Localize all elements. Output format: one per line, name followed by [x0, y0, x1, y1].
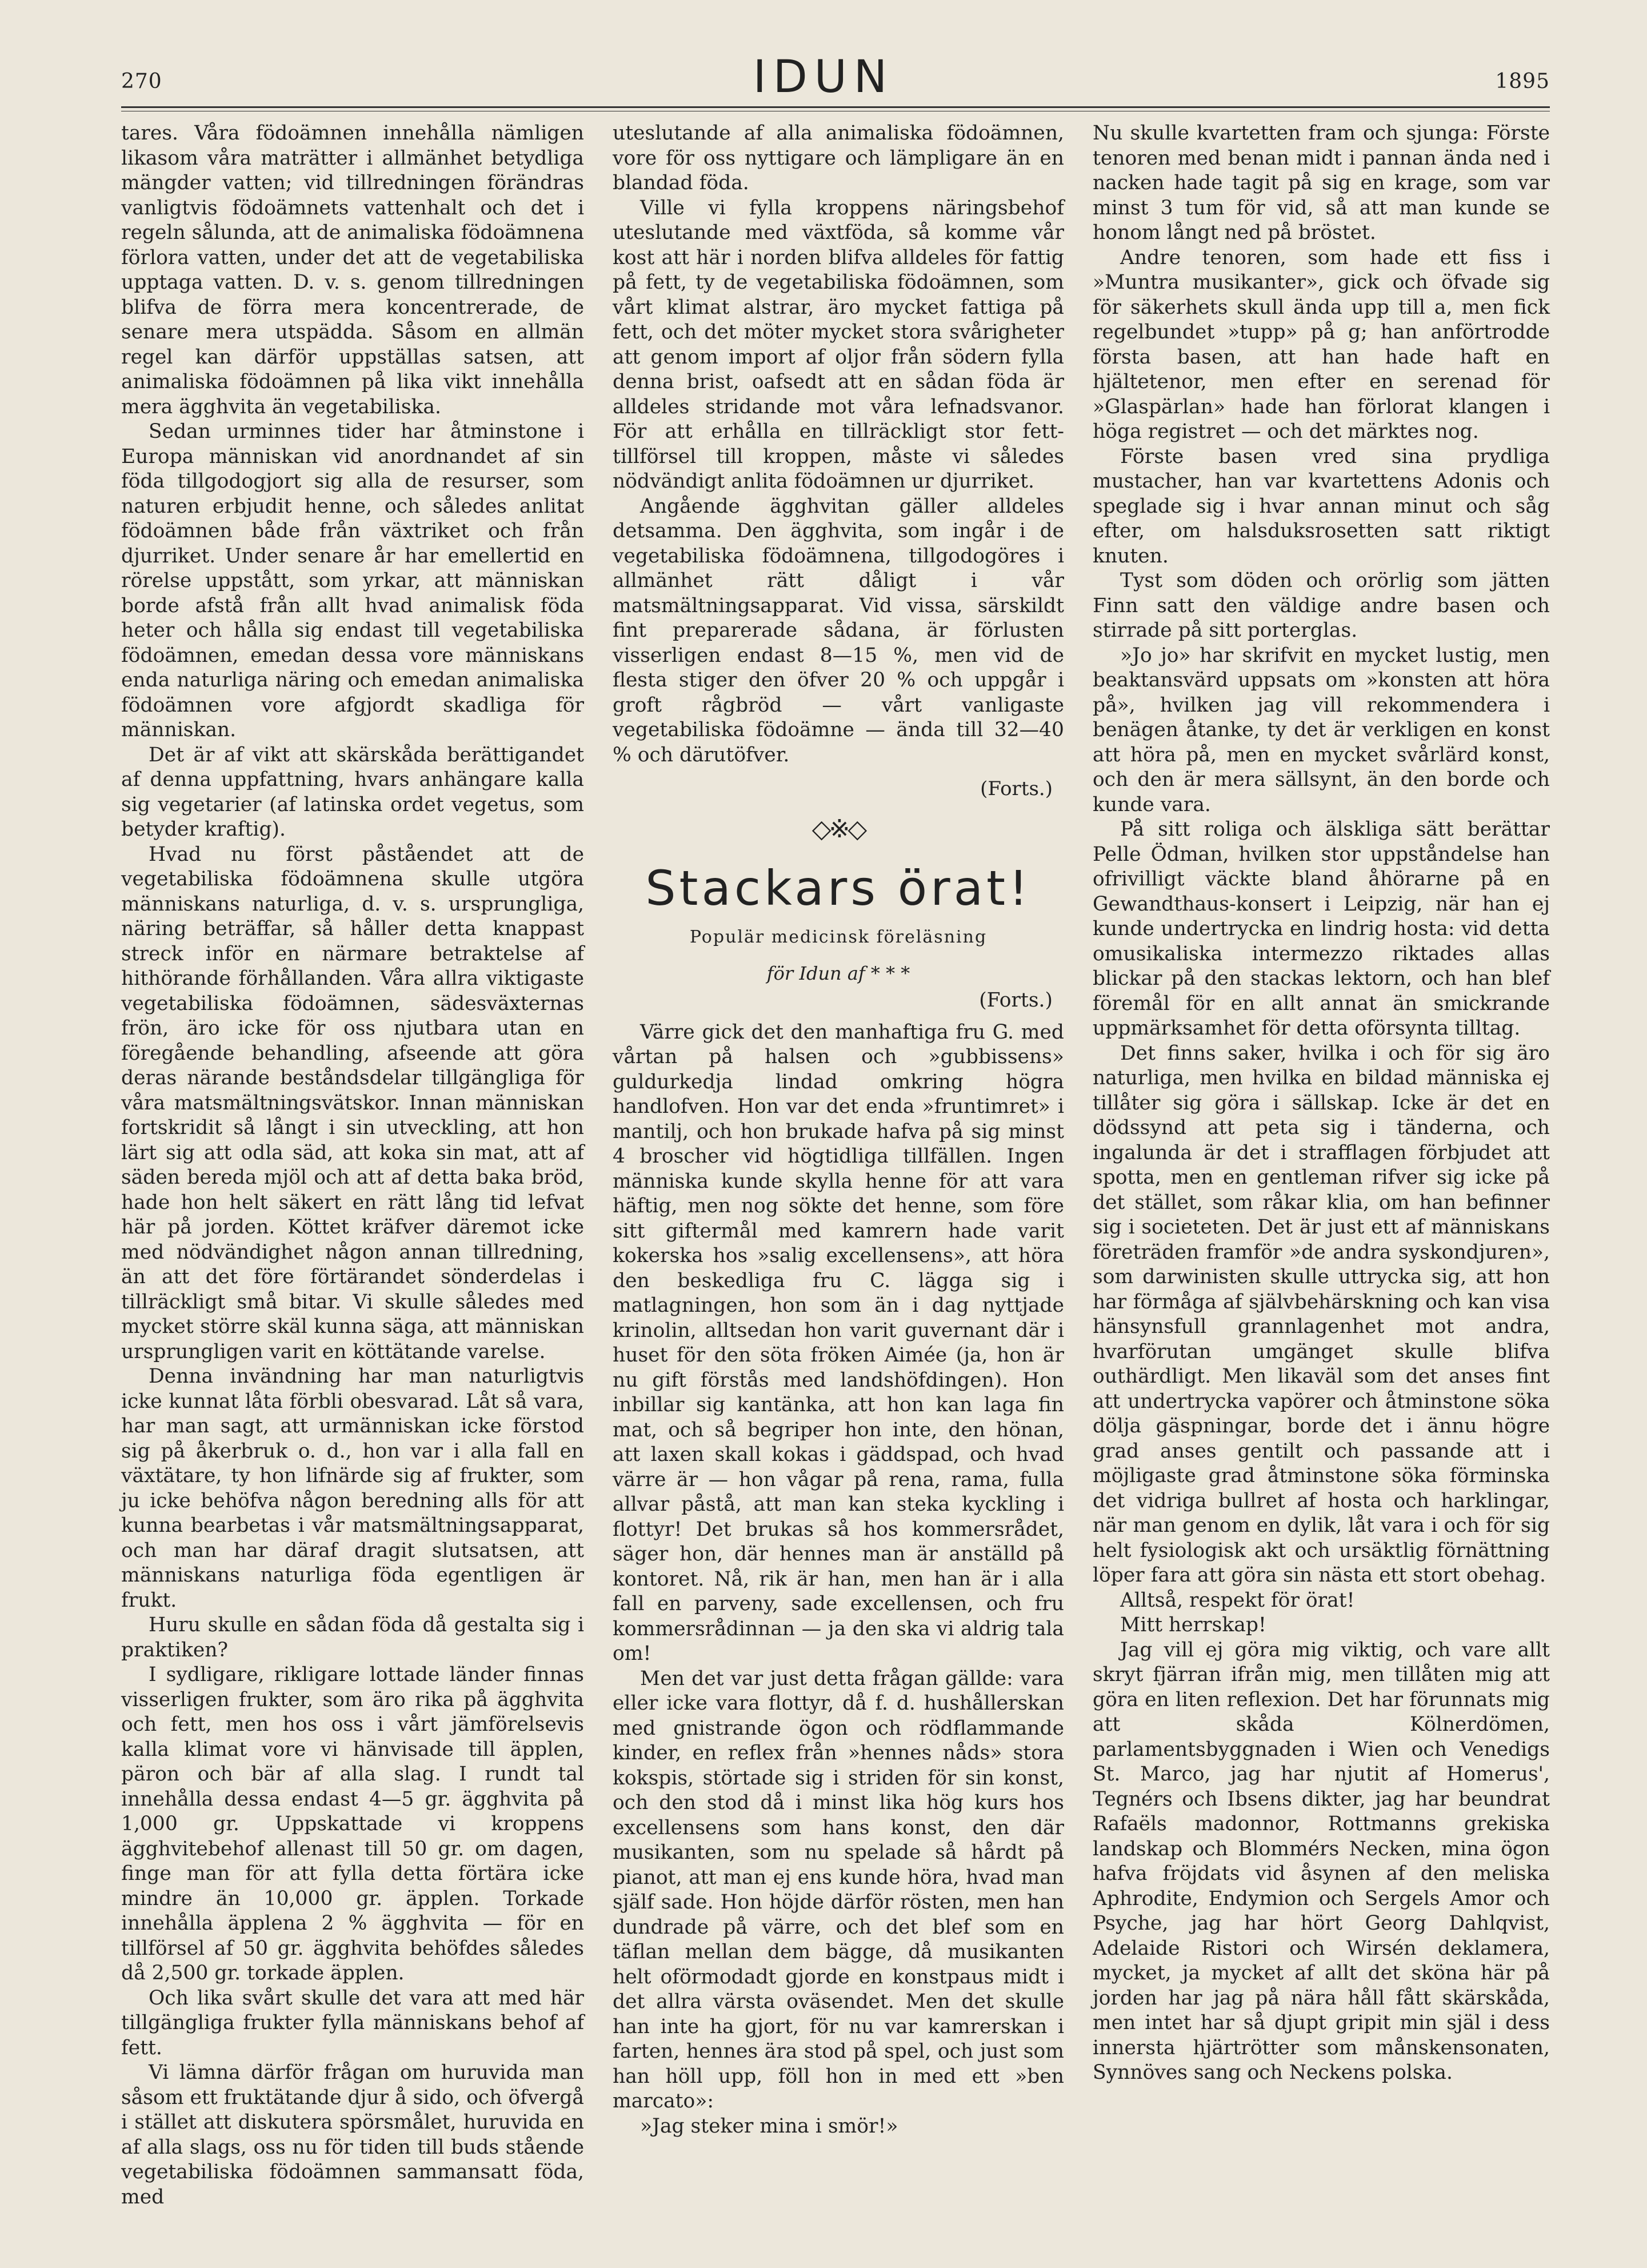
paragraph: Jag vill ej göra mig viktig, och vare allt skryt fjärran ifrån mig, men tillåten mig att göra en liten reflexion. Det har förunnats mig att skåda Kölnerdömen, parlamentsbyggnaden i Wien och Venedigs St. Marco, jag har njutit af Homerus', Tegnérs och Ibsens dikter, jag har beundrat Rafaëls madonnor, Rottmanns grekiska landskap och Blommérs Necken, mina ögon hafva fröjdats vid åsynen af den meliska Aphrodite, Endymion och Sergels Amor och Psyche, jag har hört Georg Dahlqvist, Adelaide Ristori och Wirsén deklamera, mycket, ja mycket af allt det sköna här på jorden har jag på nära håll fått skärskåda, men intet har så djupt gripit min själ i dess innersta hjärtrötter som månskensonaten, Synnöves sang och Neckens polska.	[1093, 1638, 1550, 2084]
article-byline: för Idun af * * *	[766, 962, 910, 984]
paragraph: Huru skulle en sådan föda då gestalta sig i praktiken?	[121, 1614, 584, 1662]
paragraph: uteslutande af alla animaliska födoämnen, vore för oss nyttigare och lämpligare än en blandad föda.	[613, 122, 1064, 194]
column-2	[613, 121, 1064, 2139]
paragraph: På sitt roliga och älskliga sätt berättar Pelle Ödman, hvilken stor uppståndelse han ofrivilligt väckte bland åhörarne på en Gewandthaus-konsert i Leipzig, när han ej kunde undertrycka en lindrig hosta: vid detta omusikaliska intermezzo riktades allas blickar på den stackas lektorn, och han blef föremål för en allt annat än smickrande uppmärksamhet för detta oförsynta tilltag.	[1093, 818, 1550, 1040]
paragraph: Vi lämna därför frågan om huruvida man såsom ett fruktätande djur å sido, och öfvergå i stället att diskutera spörsmålet, huruvida en af alla slags, oss nu för tiden till buds stående vegetabiliska födoämnen sammansatt föda, med	[121, 2061, 584, 2209]
paragraph: Det finns saker, hvilka i och för sig äro naturliga, men hvilka en bildad människa ej tillåter sig göra i sällskap. Icke är det en dödssynd att peta sig i tänderna, och ingalunda är det i strafflagen förbjudet att spotta, men en gentleman rifver sig icke på det stället, som råkar klia, om han befinner sig i societeten. Det är just ett af människans företräden framför »de andra syskondjuren», som darwinisten skulle uttrycka sig, att hon har förmåga af självbehärskning och kan visa hänsynsfull grannlagenhet mot andra, hvarförutan umgänget skulle blifva outhärdligt. Men likaväl som det anses fint att undertrycka vapörer och åtminstone söka dölja gäspningar, borde det i ännu högre grad anses gentilt och passande att i möjligaste grad åtminstone söka förminska det vidriga bullret af hosta och harklingar, när man genom en dylik, låt vara i och för sig helt fysiologisk akt och ursäktlig förnättning löper fara att göra sin nästa ett stort obehag.	[1093, 1041, 1550, 1587]
issue-year: 1895	[1495, 70, 1550, 93]
paragraph: Mitt herrskap!	[1120, 1614, 1266, 1636]
paragraph: Andre tenoren, som hade ett fiss i »Muntra musikanter», gick och öfvade sig för säkerhets skull ända upp till a, men fick regelbundet »tupp» på g; han anförtrodde första basen, att han hade haft en hjältetenor, men efter en serenad för »Glaspärlan» hade han förlorat klangen i höga registret — och det märktes nog.	[1093, 246, 1550, 443]
paragraph: Angående ägghvitan gäller alldeles detsamma. Den ägghvita, som ingår i de vegetabiliska födoämnena, tillgodogöres i allmänhet rätt dåligt i vår matsmältningsapparat. Vid vissa, särskildt fint preparerade sådana, är förlusten visserligen endast 8—15 %, men vid de flesta stiger den öfver 20 % och uppgår i groft rågbröd — vårt vanligaste vegetabiliska födoämne — ända till 32—40 % och därutöfver.	[613, 494, 1064, 766]
paragraph: Och lika svårt skulle det vara att med här tillgängliga frukter fylla människans behof af fett.	[121, 1986, 584, 2059]
column-3	[1093, 121, 1550, 2086]
paragraph: Alltså, respekt för örat!	[1120, 1588, 1355, 1612]
page-number: 270	[121, 70, 162, 93]
column-1	[121, 121, 584, 2210]
paragraph: Ville vi fylla kroppens näringsbehof uteslutande med växtföda, så komme vår kost att här i norden blifva alldeles för fattig på fett, ty de vegetabiliska födoämnen, som vårt klimat alstrar, äro mycket fattiga på fett, och det möter mycket stora svårigheter att genom import af oljor från södern fylla denna brist, oafsedt att en sådan föda är alldeles stridande mot våra lefnadsvanor. För att erhålla en tillräckligt stor fett-tillförsel till kroppen, måste vi således nödvändigt anlita födoämnen ur djurriket.	[613, 196, 1064, 493]
ornament-divider: ◇※◇	[811, 814, 865, 844]
paragraph: Förste basen vred sina prydliga mustacher, han var kvartettens Adonis och speglade sig i hvar annan minut och såg efter, om halsduksrosetten satt riktigt knuten.	[1093, 445, 1550, 568]
continued-note: (Forts.)	[980, 777, 1053, 800]
paragraph: »Jo jo» har skrifvit en mycket lustig, men beaktansvärd uppsats om »konsten att höra på», hvilken jag vill rekommendera i benägen åtanke, ty det är verkligen en konst att höra på, men en mycket svårlärd konst, och den är mera sällsynt, än den borde och kunde vara.	[1093, 644, 1550, 816]
paragraph: Men det var just detta frågan gällde: vara eller icke vara flottyr, då f. d. hushållerskan med gnistrande ögon och rödflammande kinder, en reflex från »hennes nåds» stora kokspis, störtade sig i striden för sin konst, och den stod då i minst lika hög kurs hos excellensens som hans konst, den där musikanten, som nu spelade så hårdt på pianot, att man ej ens kunde höra, hvad man själf sade. Hon höjde därför rösten, men han dundrade på värre, och det blef som en täflan mellan dem bägge, då musikanten helt oförmodadt gjorde en konstpaus midt i det allra värsta oväsendet. Men det skulle han inte ha gjort, för nu var kamrerskan i farten, hennes ära stod på spel, och just som han höll upp, föll hon in med ett »ben marcato»:	[613, 1667, 1064, 2113]
header-rule	[121, 106, 1550, 108]
paragraph: Nu skulle kvartetten fram och sjunga: Förste tenoren med benan midt i pannan ända ned i nacken hade tagit på sig en krage, som var minst 3 tum för vid, så att man kunde se honom långt ned på bröstet.	[1093, 122, 1550, 244]
article-continued-note: (Forts.)	[979, 989, 1053, 1012]
paragraph: tares. Våra födoämnen innehålla nämligen likasom våra maträtter i allmänhet betydliga mängder vatten; vid tillredningen förändras vanligtvis födoämnets vattenhalt och det i regeln sålunda, att de animaliska födoämnena förlora vatten, under det att de vegetabiliska upptaga vatten. D. v. s. genom tillredningen blifva de förra mera koncentrerade, de senare mera utspädda. Såsom en allmän regel kan därför uppställas satsen, att animaliska födoämnen på lika vikt innehålla mera ägghvita än vegetabiliska.	[121, 122, 584, 418]
paragraph: Det är af vikt att skärskåda berättigandet af denna uppfattning, hvars anhängare kalla sig vegetarier (af latinska ordet vegetus, som betyder kraftig).	[121, 743, 584, 841]
paragraph: Sedan urminnes tider har åtminstone i Europa människan vid anordnandet af sin föda tillgodogjort sig alla de resurser, som naturen erbjudit henne, och således anlitat födoämnen både från växtriket och från djurriket. Under senare år har emellertid en rörelse uppstått, som yrkar, att människan borde afstå från allt hvad animalisk föda heter och hålla sig endast till vegetabiliska födoämnen, emedan dessa vore människans enda naturliga näring och emedan animaliska födoämnen vore afgjordt skadliga för människan.	[121, 420, 584, 741]
article-subtitle: Populär medicinsk föreläsning	[689, 927, 988, 947]
paragraph: Tyst som döden och orörlig som jätten Finn satt den väldige andre basen och stirrade på sitt porterglas.	[1093, 569, 1550, 642]
paragraph: »Jag steker mina i smör!»	[640, 2114, 898, 2138]
paragraph: Denna invändning har man naturligtvis icke kunnat låta förbli obesvarad. Låt så vara, har man sagt, att urmänniskan icke förstod sig på åkerbruk o. d., hon var i alla fall en växtätare, ty hon lifnärde sig af frukter, som ju icke behöfva någon beredning alls för att kunna bearbetas i vår matsmältningsapparat, och man har däraf dragit slutsatsen, att människans naturliga föda egentligen är frukt.	[121, 1365, 584, 1612]
article-title: Stackars örat!	[645, 860, 1032, 916]
paragraph: I sydligare, rikligare lottade länder finnas visserligen frukter, som äro rika på ägghvita och fett, men hos oss i vårt jämförelsevis kalla klimat vore vi hänvisade till äpplen, päron och bär af alla slag. I rundt tal innehålla dessa endast 4—5 gr. ägghvita på 1,000 gr. Uppskattade vi kroppens ägghvitebehof allenast till 50 gr. om dagen, finge man för att fylla detta förtära icke mindre än 10,000 gr. äpplen. Torkade innehålla äpplena 2 % ägghvita — för en tillförsel af 50 gr. ägghvita behöfdes således då 2,500 gr. torkade äpplen.	[121, 1663, 584, 1984]
paragraph: Hvad nu först påståendet att de vegetabiliska födoämnena skulle utgöra människans naturliga, d. v. s. ursprungliga, näring beträffar, så håller detta knappast streck inför en närmare betraktelse af hithörande förhållanden. Våra allra viktigaste vegetabiliska födoämnen, sädesväxternas frön, äro icke för oss njutbara utan en föregående behandling, afseende att göra deras närande beståndsdelar tillgängliga för våra matsmältningsvätskor. Innan människan fortskridit så långt i sin utveckling, att hon lärt sig att odla säd, att koka sin mat, att af säden bereda mjöl och att af detta baka bröd, hade hon helt säkert en rätt lång tid lefvat här på jorden. Köttet kräfver däremot icke med nödvändighet någon annan tillredning, än att det före förtärandet sönderdelas i tillräckligt små bitar. Vi skulle således med mycket större skäl kunna säga, att människan ursprungligen varit en köttätande varelse.	[121, 842, 584, 1363]
paragraph: Värre gick det den manhaftiga fru G. med vårtan på halsen och »gubbissens» guldurkedja lindad omkring högra handlofven. Hon var det enda »fruntimret» i mantilj, och hon brukade hafva på sig minst 4 broscher vid högtidliga tillfällen. Ingen människa kunde skylla henne för att vara häftig, men nog sökte det henne, som före sitt giftermål med kamrern hade varit kokerska hos »salig excellensens», att höra den beskedliga fru C. lägga sig i matlagningen, hon som än i dag nyttjade krinolin, alltsedan hon varit guvernant där i huset för den söta fröken Aimée (ja, hon är nu gift förstås med landshöfdingen). Hon inbillar sig kantänka, att hon kan laga fin mat, och så begriper hon inte, den hönan, att laxen skall kokas i gäddspad, och hvad värre är — hon vågar på rena, rama, fulla allvar påstå, att man kan steka kyckling i flottyr! Det brukas så hos kommersrådet, säger hon, där hennes man är anställd på kontoret. Nå, rik är han, men han är i alla fall en parveny, sade excellensen, och fru kommersrådinnan — ja den ska vi aldrig tala om!	[613, 1020, 1064, 1665]
masthead-title: IDUN	[753, 51, 894, 103]
